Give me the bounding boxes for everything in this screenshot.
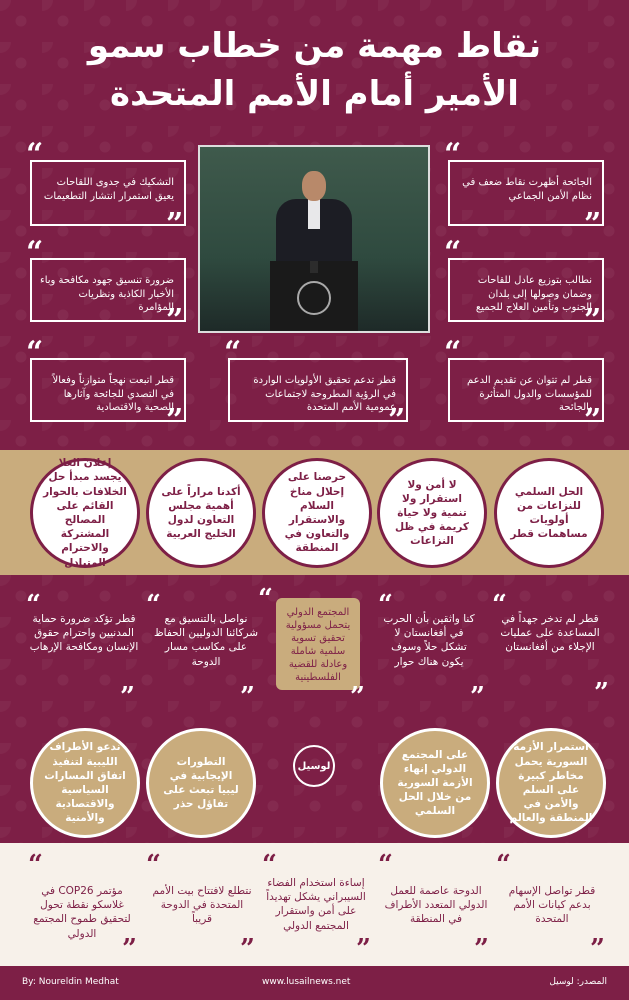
quote-open-icon: “ [26,235,44,270]
quote-open-icon: “ [444,235,462,270]
un-emblem-icon [297,281,331,315]
quote-close-icon: ” [166,207,184,242]
quote-close-icon: ” [240,682,255,712]
quote-open-icon: “ [26,335,44,370]
quote-close-icon: ” [350,682,365,712]
quote-close-icon: ” [584,207,602,242]
quote-close-icon: ” [388,403,406,438]
quote-card: قطر تدعم تحقيق الأولويات الواردة في الرؤية المطروحة لاجتماعات عمومية الأمم المتحدة [228,358,408,422]
quote-text: قطر تواصل الإسهام بدعم كيانات الأمم المتحدة [508,885,596,926]
quote-close-icon: ” [240,934,255,964]
title-line-1: نقاط مهمة من خطاب سمو [87,26,542,66]
quote-close-icon: ” [470,682,485,712]
quote-close-icon: ” [120,682,135,712]
point-circle: حرصنا على إحلال مناخ السلام والاستقرار والتعاون في المنطقة [262,458,372,568]
quote-close-icon: ” [584,403,602,438]
lusail-logo: لوسيل [293,745,335,787]
quote-card: نطالب بتوزيع عادل للقاحات وضمان وصولها إلى بلدان الجنوب وتأمين العلاج للجميع [448,258,604,322]
quote-card: قطر لم تتوان عن تقديم الدعم للمؤسسات والدول المتأثرة بالجائحة [448,358,604,422]
point-circle: إعلان العلا يجسد مبدأ حل الخلافات بالحوار القائم على المصالح المشتركة والاحترام المتبادل [30,458,140,568]
website-link[interactable]: www.lusailnews.net [262,977,351,987]
quote-text: الدوحة عاصمة للعمل الدولي المتعدد الأطراف في المنطقة [384,885,488,926]
quote-open-icon: “ [28,850,43,880]
quote-text: قطر لم تدخر جهداً في المساعدة على عمليات الإجلاء من أفغانستان [500,613,600,654]
quote-card: الجائحة أظهرت نقاط ضعف في نظام الأمن الجماعي [448,160,604,226]
quote-close-icon: ” [474,934,489,964]
point-circle: الحل السلمي للنزاعات من أولويات مساهمات قطر [494,458,604,568]
point-circle: أكدنا مراراً على أهمية مجلس التعاون لدول الخليج العربية [146,458,256,568]
speech-photo [198,145,430,333]
quote-close-icon: ” [584,303,602,338]
quote-text: نواصل بالتنسيق مع شركائنا الدوليين الحفاظ على مكاسب مسار الدوحة [153,613,259,668]
quote-open-icon: “ [378,590,393,620]
quote-close-icon: ” [594,678,609,708]
point-circle: لا أمن ولا استقرار ولا تنمية ولا حياة كريمة في ظل النزاعات [377,458,487,568]
quote-open-icon: “ [492,590,507,620]
point-circle: استمرار الأزمة السورية يحمل مخاطر كبيرة على السلم والأمن في المنطقة والعالم [496,728,606,838]
point-circle: التطورات الإيجابية في ليبيا تبعث على تفاؤل حذر [146,728,256,838]
point-circle: ندعو الأطراف الليبية لتنفيذ اتفاق المسارات السياسية والاقتصادية والأمنية [30,728,140,838]
quote-card: التشكيك في جدوى اللقاحات يعيق استمرار انتشار التطعيمات [30,160,186,226]
quote-open-icon: “ [496,850,511,880]
quote-open-icon: “ [26,590,41,620]
author-credit: By: Noureldin Medhat [22,977,119,987]
quote-open-icon: “ [262,850,277,880]
quote-close-icon: ” [122,934,137,964]
quote-close-icon: ” [166,303,184,338]
speaker-figure [276,171,352,261]
quote-card: ضرورة تنسيق جهود مكافحة وباء الأخبار الكاذبة ونظريات المؤامرة [30,258,186,322]
quote-text: إساءة استخدام الفضاء السيبراني يشكل تهديداً على أمن واستقرار المجتمع الدولي [266,877,366,932]
point-circle: على المجتمع الدولي إنهاء الأزمة السورية من خلال الحل السلمي [380,728,490,838]
quote-text: كنا واثقين بأن الحرب في أفغانستان لا تشكل حلاً وسوف يكون هناك حوار [383,613,475,668]
quote-close-icon: ” [590,934,605,964]
podium [270,261,358,331]
quote-text: مؤتمر COP26 في غلاسكو نقطة تحول لتحقيق طموح المجتمع الدولي [33,885,131,940]
quote-text: نتطلع لافتتاح بيت الأمم المتحدة في الدوحة قريباً [152,885,252,926]
footer [0,966,629,1000]
quote-open-icon: “ [258,584,273,614]
quote-open-icon: “ [146,850,161,880]
quote-text: قطر تؤكد ضرورة حماية المدنيين واحترام حقوق الإنسان ومكافحة الإرهاب [29,613,139,654]
quote-open-icon: “ [378,850,393,880]
title-line-2: الأمير أمام الأمم المتحدة [110,74,519,114]
quote-open-icon: “ [146,590,161,620]
quote-open-icon: “ [444,137,462,172]
quote-open-icon: “ [26,137,44,172]
source-credit: المصدر: لوسيل [549,977,607,987]
quote-close-icon: ” [166,403,184,438]
palestine-box: المجتمع الدولي يتحمل مسؤولية تحقيق تسوية سلمية شاملة وعادلة للقضية الفلسطينية [276,598,360,690]
quote-card: قطر اتبعت نهجاً متوازناً وفعالاً في التصدي للجائحة وآثارها الصحية والاقتصادية [30,358,186,422]
quote-close-icon: ” [356,934,371,964]
quote-open-icon: “ [224,335,242,370]
quote-open-icon: “ [444,335,462,370]
